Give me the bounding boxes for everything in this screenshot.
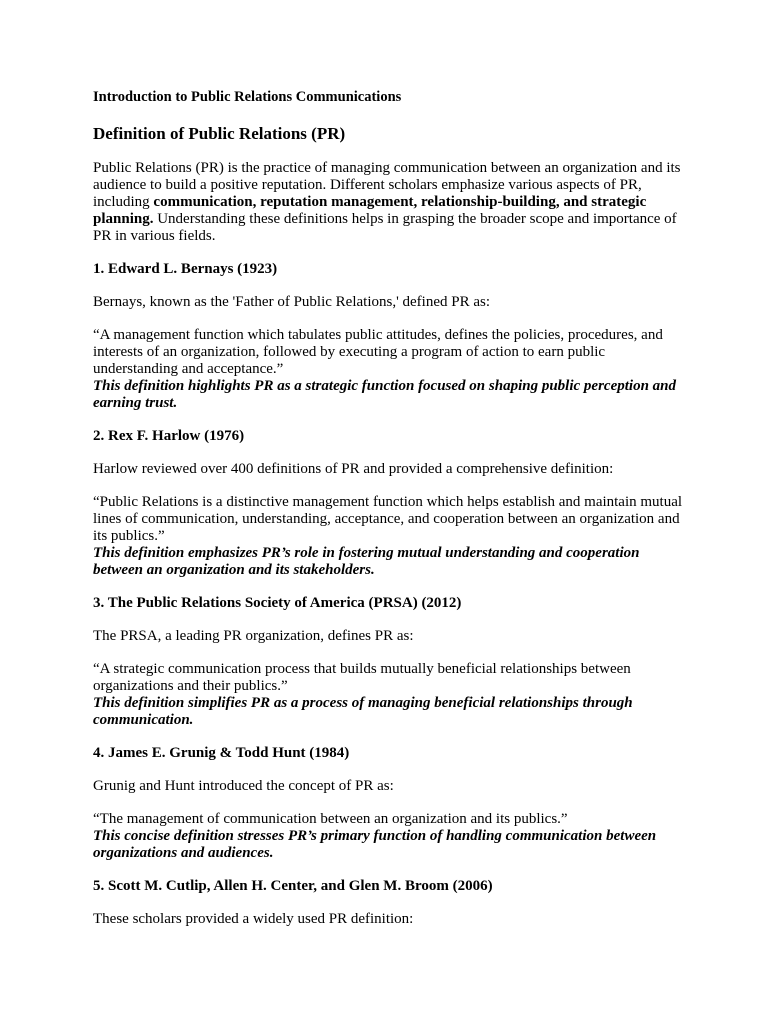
definition-commentary: This definition simplifies PR as a process of managing beneficial relationships through communication. <box>93 695 633 728</box>
definition-commentary: This definition emphasizes PR’s role in fostering mutual understanding and cooperation between an organization and its stakeholders. <box>93 545 640 578</box>
definition-section-grunig-hunt <box>93 745 683 862</box>
definition-commentary: This definition highlights PR as a strategic function focused on shaping public perception and earning trust. <box>93 378 677 411</box>
section-lead: These scholars provided a widely used PR definition: <box>93 911 414 927</box>
section-lead: Harlow reviewed over 400 definitions of PR and provided a comprehensive definition: <box>93 461 614 477</box>
definition-section-bernays <box>93 261 683 412</box>
definition-commentary: This concise definition stresses PR’s primary function of handling communication between organizations and audiences. <box>93 828 657 861</box>
section-heading: 2. Rex F. Harlow (1976) <box>93 428 245 444</box>
intro-text-start: Public Relations (PR) is the practice of managing communication between an organization and its audience to build a positive reputation. Different scholars emphasize various aspects of PR, including <box>93 160 681 210</box>
intro-paragraph <box>93 160 683 245</box>
intro-text-end: Understanding these definitions helps in grasping the broader scope and importance of PR in various fields. <box>93 211 677 244</box>
definition-quote: “A strategic communication process that builds mutually beneficial relationships between organizations and their publics.” <box>93 661 631 694</box>
definition-quote: “Public Relations is a distinctive management function which helps establish and maintain mutual lines of communication, understanding, acceptance, and cooperation between an organization and its publics.” <box>93 494 683 544</box>
section-lead: Grunig and Hunt introduced the concept of PR as: <box>93 778 394 794</box>
definition-quote: “A management function which tabulates public attitudes, defines the policies, procedures, and interests of an organization, followed by executing a program of action to earn public understanding and acceptance.” <box>93 327 663 377</box>
section-heading: 4. James E. Grunig & Todd Hunt (1984) <box>93 745 350 761</box>
page-content <box>93 89 683 944</box>
section-lead: The PRSA, a leading PR organization, defines PR as: <box>93 628 414 644</box>
document-title: Introduction to Public Relations Communications <box>93 89 402 105</box>
intro-bold-text: communication, reputation management, relationship-building, and strategic planning. <box>93 194 647 227</box>
section-heading: 1. Edward L. Bernays (1923) <box>93 261 278 277</box>
definition-section-cutlip-center-broom <box>93 878 683 928</box>
definition-section-prsa <box>93 595 683 729</box>
definition-section-harlow <box>93 428 683 579</box>
section-lead: Bernays, known as the 'Father of Public Relations,' defined PR as: <box>93 294 491 310</box>
section-heading: 5. Scott M. Cutlip, Allen H. Center, and Glen M. Broom (2006) <box>93 878 493 894</box>
section-heading: 3. The Public Relations Society of America (PRSA) (2012) <box>93 595 462 611</box>
definition-quote: “The management of communication between an organization and its publics.” <box>93 811 568 827</box>
document-heading: Definition of Public Relations (PR) <box>93 124 346 143</box>
